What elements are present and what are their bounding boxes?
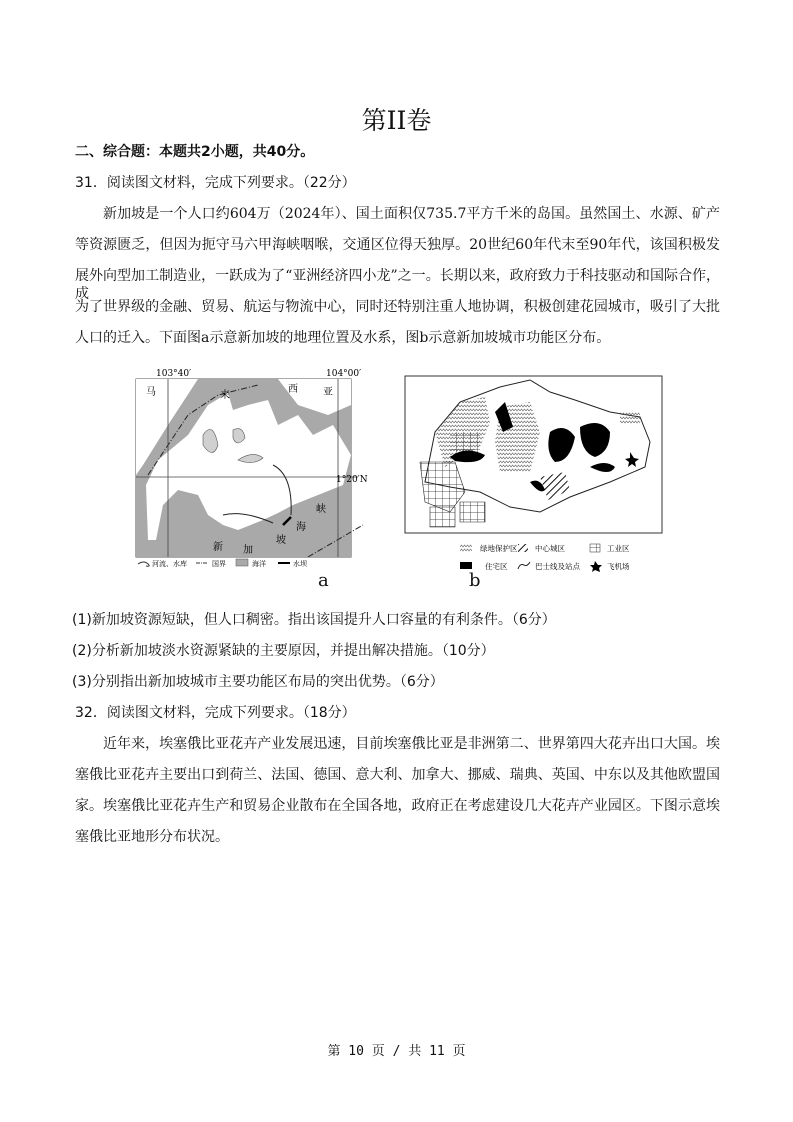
place-label: 海 xyxy=(296,522,306,533)
question-32-stem: 32．阅读图文材料，完成下列要求。（18分） xyxy=(75,705,356,721)
figure-a-legend xyxy=(138,559,308,568)
legend-label: 海洋 xyxy=(252,560,266,568)
legend-label: 工业区 xyxy=(607,544,630,553)
figure-a-map xyxy=(128,365,368,570)
paragraph-line: 等资源匮乏，但因为扼守马六甲海峡咽喉，交通区位得天独厚。20世纪60年代末至90年代，该国积极发 xyxy=(75,237,720,253)
legend-label: 住宅区 xyxy=(485,562,508,571)
legend-label: 绿地保护区 xyxy=(480,544,518,553)
figure-b-legend xyxy=(460,543,630,572)
place-label: 新 xyxy=(213,542,223,553)
place-label: 坡 xyxy=(276,535,286,546)
section-title: 第II卷 xyxy=(361,106,432,135)
paragraph-line: 近年来，埃塞俄比亚花卉产业发展迅速，目前埃塞俄比亚是非洲第二、世界第四大花卉出口大国。埃 xyxy=(103,736,720,752)
question-31-1: (1)新加坡资源短缺，但人口稠密。指出该国提升人口容量的有利条件。（6分） xyxy=(72,612,556,628)
paragraph-line: 为了世界级的金融、贸易、航运与物流中心，同时还特别注重人地协调，积极创建花园城市，吸引了大批 xyxy=(75,299,720,315)
question-31-stem: 31．阅读图文材料，完成下列要求。（22分） xyxy=(75,175,356,191)
legend-label: 飞机场 xyxy=(607,562,630,571)
longitude-right-label: 104°00′ xyxy=(326,369,362,379)
section-heading: 二、综合题：本题共2小题，共40分。 xyxy=(75,144,315,160)
place-label: 亚 xyxy=(323,387,333,398)
paragraph-line: 新加坡是一个人口约604万（2024年）、国土面积仅735.7平方千米的岛国。虽然国土、水源、矿产 xyxy=(103,206,720,222)
paragraph-line: 人口的迁入。下面图a示意新加坡的地理位置及水系，图b示意新加坡城市功能区分布。 xyxy=(75,330,611,346)
figure-b-label: b xyxy=(469,570,481,591)
legend-label: 水坝 xyxy=(293,560,307,568)
question-31-3: (3)分别指出新加坡城市主要功能区布局的突出优势。（6分） xyxy=(72,674,444,690)
legend-label: 中心城区 xyxy=(535,544,565,553)
legend-label: 巴士线及站点 xyxy=(535,562,580,571)
place-label: 西 xyxy=(288,384,298,395)
place-label: 加 xyxy=(243,545,253,556)
legend-label: 河流、水库 xyxy=(152,560,187,568)
latitude-label: 1°20′N xyxy=(336,475,368,485)
longitude-left-label: 103°40′ xyxy=(156,369,192,379)
place-label: 马 xyxy=(146,387,156,398)
place-label: 来 xyxy=(220,390,230,401)
page-footer: 第 10 页 / 共 11 页 xyxy=(327,1044,466,1059)
paragraph-line: 塞俄比亚花卉主要出口到荷兰、法国、德国、意大利、加拿大、挪威、瑞典、英国、中东以及其他欧盟国 xyxy=(75,767,720,783)
figure-a-label: a xyxy=(318,570,329,591)
legend-label: 国界 xyxy=(212,560,226,568)
figure-b-map xyxy=(400,372,670,572)
paragraph-line: 塞俄比亚地形分布状况。 xyxy=(75,829,229,845)
place-label: 峡 xyxy=(316,504,326,515)
paragraph-line: 展外向型加工制造业，一跃成为了“亚洲经济四小龙”之一。长期以来，政府致力于科技驱动和国际合作，成 xyxy=(75,268,720,302)
question-31-2: (2)分析新加坡淡水资源紧缺的主要原因，并提出解决措施。（10分） xyxy=(72,643,495,659)
paragraph-line: 家。埃塞俄比亚花卉生产和贸易企业散布在全国各地，政府正在考虑建设几大花卉产业园区。下图示意埃 xyxy=(75,798,720,814)
